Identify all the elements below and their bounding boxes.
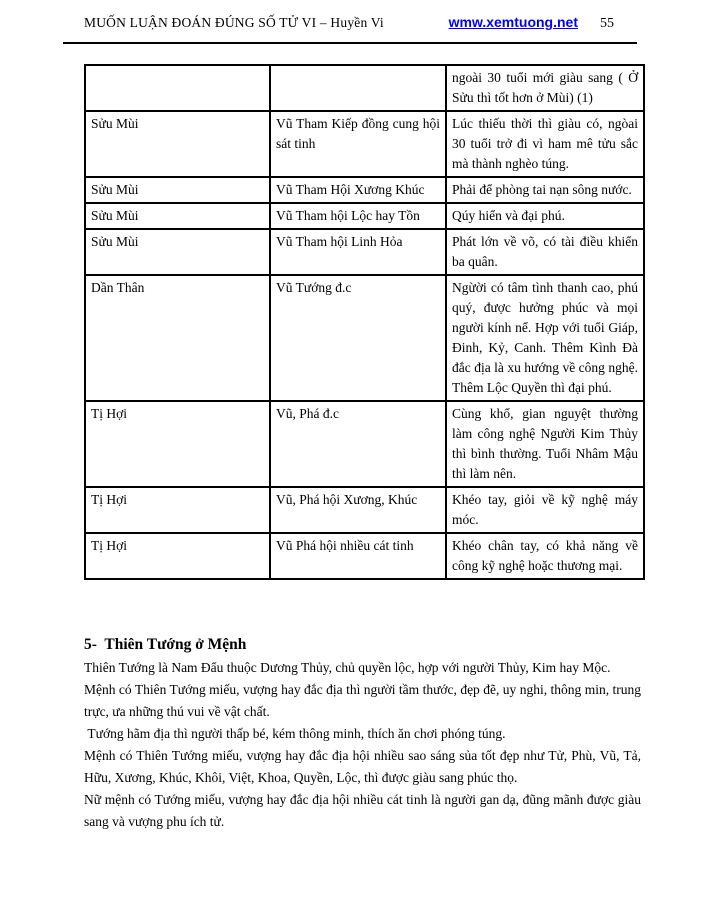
cell-cung: Tị Hợi [85,487,270,533]
section-paragraph: Tướng hãm địa thì người thấp bé, kém thông minh, thích ăn chơi phóng túng. [84,726,506,741]
cell-cung: Tị Hợi [85,401,270,487]
document-title: MUỐN LUẬN ĐOÁN ĐÚNG SỐ TỬ VI – Huyền Vi [84,15,384,30]
section-paragraph: Mệnh có Thiên Tướng miếu, vượng hay đắc địa thì người tầm thước, đẹp đẽ, uy nghi, thông min, trung trực, ưa những thú vui về vật chất. [84,682,645,719]
cell-luan: Phát lớn về võ, có tài điều khiển ba quân. [446,229,644,275]
table-row [85,533,644,579]
cell-sao: Vũ Tham Kiếp đồng cung hội sát tinh [270,111,446,177]
table-body [85,65,644,579]
cell-cung: Sửu Mùi [85,177,270,203]
cell-cung: Sửu Mùi [85,203,270,229]
cell-cung: Sửu Mùi [85,229,270,275]
cell-sao: Vũ Tham hội Linh Hỏa [270,229,446,275]
cell-luan: ngoài 30 tuổi mới giàu sang ( Ở Sửu thì tốt hơn ở Mùi) (1) [446,65,644,111]
table-row [85,111,644,177]
table-row [85,401,644,487]
cell-sao: Vũ Phá hội nhiều cát tinh [270,533,446,579]
section-paragraph: Thiên Tướng là Nam Đẩu thuộc Dương Thủy, chủ quyền lộc, hợp với người Thủy, Kim hay Mộc. [84,660,611,675]
section-paragraph: Mệnh có Thiên Tướng miếu, vượng hay đắc địa hội nhiều sao sáng sủa tốt đẹp như Tử, Phù, Vũ, Tả, Hữu, Xương, Khúc, Khôi, Việt, Khoa, Quyền, Lộc, thì được giàu sang phúc thọ. [84,748,645,785]
table-row [85,177,644,203]
cell-cung: Tị Hợi [85,533,270,579]
table-row [85,275,644,401]
page-number: 55 [600,16,614,31]
table-row [85,229,644,275]
cell-sao: Vũ Tham Hội Xương Khúc [270,177,446,203]
section-heading: 5- Thiên Tướng ở Mệnh [84,636,247,653]
page-header [63,14,637,44]
cell-sao: Vũ, Phá hội Xương, Khúc [270,487,446,533]
table-row [85,487,644,533]
cell-luan: Phải để phòng tai nạn sông nước. [446,177,644,203]
section-paragraph: Nữ mệnh có Tướng miếu, vượng hay đắc địa hội nhiều cát tinh là người gan dạ, đũng mãnh được giàu sang và vượng phu ích tử. [84,792,645,829]
section-thien-tuong [84,636,645,833]
website-link[interactable]: wmw.xemtuong.net [448,14,578,30]
cell-cung: Sửu Mùi [85,111,270,177]
cell-luan: Qúy hiển và đại phú. [446,203,644,229]
cell-sao: Vũ Tướng đ.c [270,275,446,401]
cell-luan: Ngừời có tâm tình thanh cao, phú quý, được hưởng phúc và mọi người kính nể. Hợp với tuổi Giáp, Đinh, Kỷ, Canh. Thêm Kình Đà đắc địa là xu hướng về công nghệ. Thêm Lộc Quyền thì đại phú. [446,275,644,401]
cell-cung [85,65,270,111]
section-paragraphs [84,657,645,833]
cell-cung: Dần Thân [85,275,270,401]
tu-vi-table [84,64,645,580]
cell-luan: Khéo tay, giỏi về kỹ nghệ máy móc. [446,487,644,533]
cell-luan: Cùng khổ, gian nguyệt thường làm công nghệ Người Kim Thủy thì bình thường. Tuổi Nhâm Mậu thì làm nên. [446,401,644,487]
table-row [85,203,644,229]
table-row [85,65,644,111]
cell-luan: Lúc thiếu thời thì giàu có, ngòai 30 tuổi trở đi vì ham mê tửu sắc mà thành nghèo túng. [446,111,644,177]
cell-sao: Vũ, Phá đ.c [270,401,446,487]
cell-luan: Khéo chân tay, có khả năng về công kỹ nghệ hoặc thương mại. [446,533,644,579]
cell-sao: Vũ Tham hội Lộc hay Tồn [270,203,446,229]
cell-sao [270,65,446,111]
